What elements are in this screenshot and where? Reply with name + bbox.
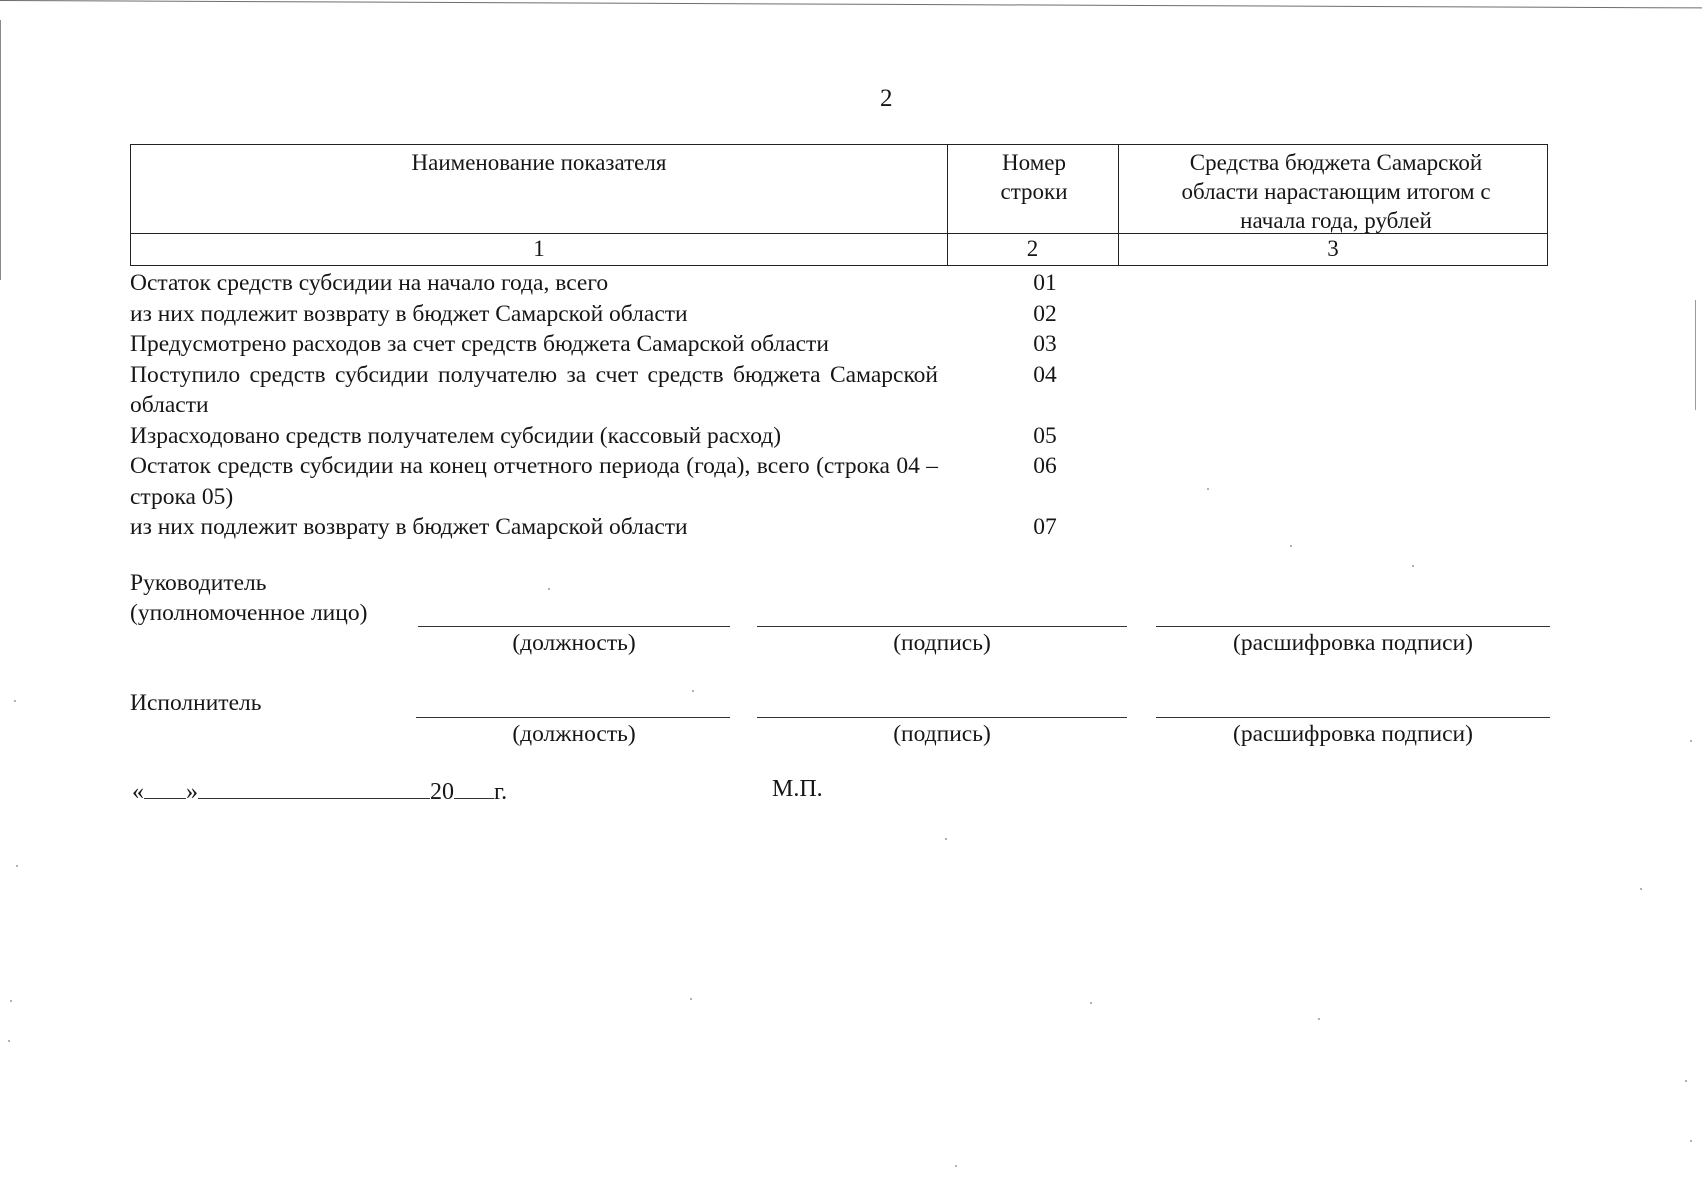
scan-speck xyxy=(945,838,947,840)
header-row-number: Номер строки xyxy=(1000,150,1068,204)
executor-position-field[interactable] xyxy=(416,717,730,718)
scan-speck xyxy=(1640,888,1642,890)
header-indicator-name: Наименование показателя xyxy=(411,150,667,175)
header-budget-funds: Средства бюджета Самарской области нарастающим итогом с начала года, рублей xyxy=(1181,150,1491,233)
scan-edge-right xyxy=(1695,300,1696,410)
date-year-prefix: 20 xyxy=(430,779,454,805)
date-day-field[interactable] xyxy=(144,776,186,799)
row-label: из них подлежит возврату в бюджет Самарской области xyxy=(130,300,688,327)
head-decoding-field[interactable] xyxy=(1156,626,1550,627)
table-row xyxy=(130,299,1550,330)
row-label: Остаток средств субсидии на конец отчетного периода (года), всего (строка 04 – строка 05) xyxy=(130,453,938,510)
scan-speck xyxy=(1090,1002,1092,1004)
scan-edge-left xyxy=(0,20,1,280)
row-code: 07 xyxy=(1033,514,1057,540)
scan-speck xyxy=(14,700,16,702)
head-signature-field[interactable] xyxy=(757,626,1127,627)
scan-speck xyxy=(8,1040,10,1042)
scan-speck xyxy=(1318,1018,1320,1020)
date-close-quote: » xyxy=(186,779,198,805)
header-column-number-3: 3 xyxy=(1327,236,1339,261)
report-table-header xyxy=(130,144,1548,266)
date-line xyxy=(132,776,507,806)
date-year-suffix: г. xyxy=(494,779,508,805)
scan-speck xyxy=(1685,1080,1687,1082)
executor-signature-field[interactable] xyxy=(757,717,1127,718)
executor-signature-caption: (подпись) xyxy=(893,721,991,747)
table-row xyxy=(130,268,1550,299)
head-subtitle: (уполномоченное лицо) xyxy=(130,600,368,626)
scan-speck xyxy=(1412,565,1414,567)
table-row xyxy=(130,451,1550,512)
row-code: 01 xyxy=(1033,270,1057,296)
header-column-number-2: 2 xyxy=(1026,236,1039,261)
head-position-field[interactable] xyxy=(418,626,730,627)
scan-speck xyxy=(1690,740,1692,742)
table-row xyxy=(130,329,1550,360)
stamp-place: М.П. xyxy=(772,776,823,802)
row-label: Израсходовано средств получателем субсидии (кассовый расход) xyxy=(130,422,782,449)
page-number: 2 xyxy=(880,85,893,112)
scan-speck xyxy=(692,690,694,692)
scan-speck xyxy=(1207,488,1209,490)
row-code: 04 xyxy=(1033,361,1057,388)
row-code: 02 xyxy=(1033,300,1057,327)
head-title: Руководитель xyxy=(130,570,267,596)
scan-speck xyxy=(16,865,18,867)
scan-speck xyxy=(1290,545,1292,547)
row-code: 05 xyxy=(1033,422,1057,449)
head-position-caption: (должность) xyxy=(512,630,636,656)
executor-decoding-field[interactable] xyxy=(1156,717,1550,718)
table-row xyxy=(130,421,1550,452)
table-row xyxy=(130,512,1550,543)
scan-speck xyxy=(1690,1140,1692,1142)
scan-edge-top xyxy=(0,0,1702,8)
head-decoding-caption: (расшифровка подписи) xyxy=(1233,630,1473,656)
row-code: 06 xyxy=(1033,453,1057,479)
date-year-field[interactable] xyxy=(454,776,494,799)
scan-speck xyxy=(690,998,692,1000)
row-label: Поступило средств субсидии получателю за счет средств бюджета Самарской области xyxy=(130,361,938,418)
scan-speck xyxy=(10,1000,12,1002)
report-rows xyxy=(130,268,1550,543)
row-label: из них подлежит возврату в бюджет Самарской области xyxy=(130,514,688,540)
table-row xyxy=(130,360,1550,421)
scan-speck xyxy=(955,1165,957,1167)
row-label: Остаток средств субсидии на начало года, всего xyxy=(130,270,609,296)
row-label: Предусмотрено расходов за счет средств бюджета Самарской области xyxy=(130,331,829,357)
scan-speck xyxy=(548,588,550,590)
header-column-number-1: 1 xyxy=(533,236,545,261)
row-code: 03 xyxy=(1033,331,1057,357)
executor-position-caption: (должность) xyxy=(512,721,636,747)
executor-title: Исполнитель xyxy=(130,690,262,716)
date-month-field[interactable] xyxy=(198,776,430,799)
head-signature-caption: (подпись) xyxy=(893,630,991,656)
executor-decoding-caption: (расшифровка подписи) xyxy=(1233,721,1473,747)
date-open-quote: « xyxy=(132,779,144,805)
